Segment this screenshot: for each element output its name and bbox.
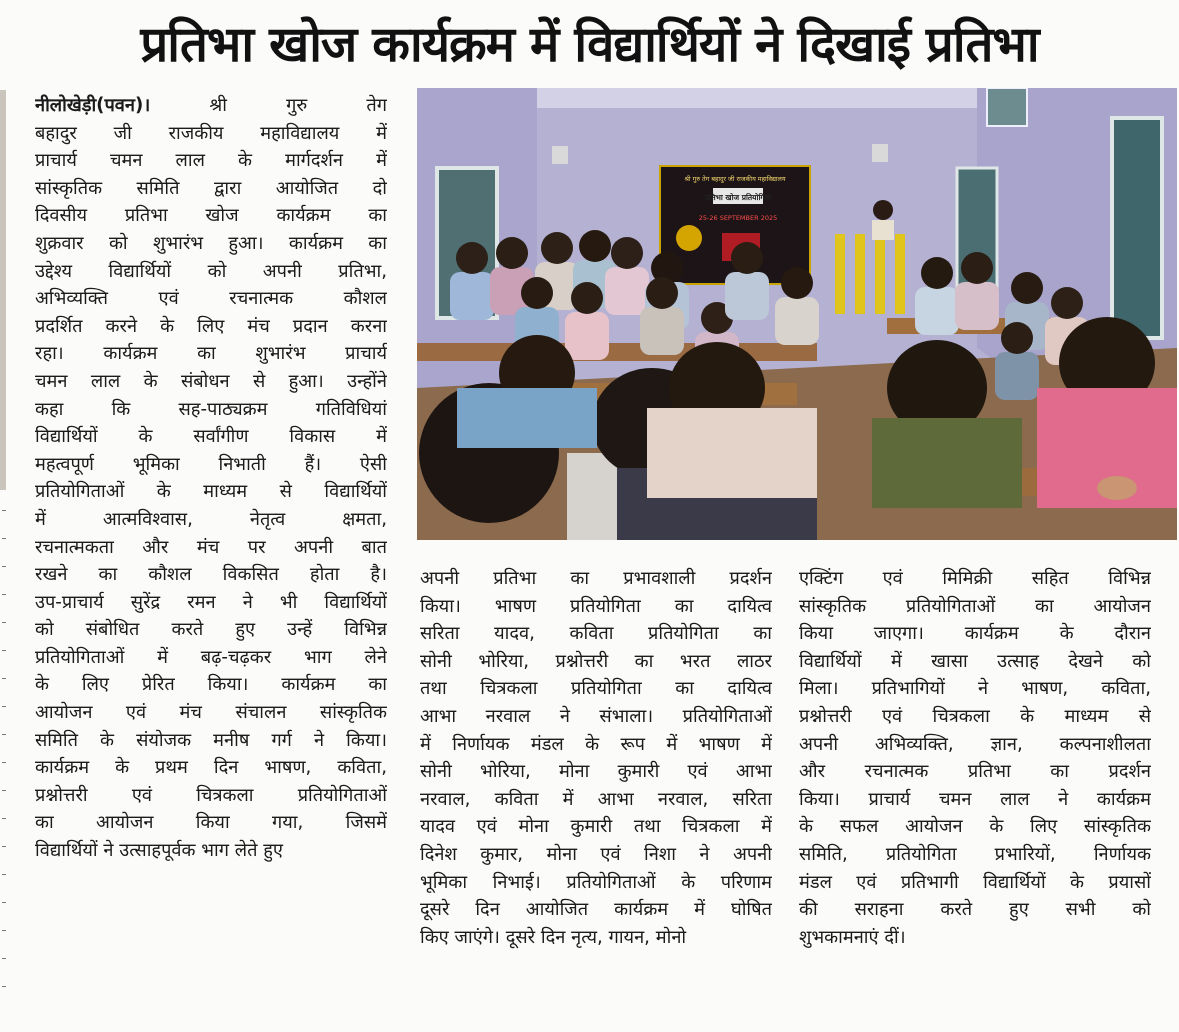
student-head [781,267,813,299]
article-line: को संबोधित करते हुए उन्हें विभिन्न [35,619,387,641]
rule-tick [2,622,6,623]
article-line: एक्टिंग एवं मिमिक्री सहित विभिन्न [799,568,1151,589]
student-head [961,252,993,284]
rule-tick [2,678,6,679]
article-line: और रचनात्मक प्रतिभा का प्रदर्शन [799,761,1151,783]
article-line: रहा। कार्यक्रम का शुभारंभ प्राचार्य [35,343,387,365]
article-line: उद्देश्य विद्यार्थियों को अपनी प्रतिभा, [35,260,387,282]
article-line: सरिता यादव, कविता प्रतियोगिता का [420,623,772,645]
article-line: किया। प्राचार्य चमन लाल ने कार्यक्रम [799,788,1151,810]
student-head [646,277,678,309]
article-line: शुक्रवार को शुभारंभ हुआ। कार्यक्रम का [35,232,387,254]
student-body [640,307,684,355]
article-line: किया। भाषण प्रतियोगिता का दायित्व [420,595,772,617]
student-body [725,272,769,320]
article-line: दिनेश कुमार, मोना एवं निशा ने अपनी [420,843,772,865]
article-line: का आयोजन किया गया, जिसमें [35,812,387,834]
article-line: समिति, प्रतियोगिता प्रभारियों, निर्णायक [799,843,1151,865]
article-line: रखने का कौशल विकसित होता है। [35,564,387,586]
article-line: शुभकामनाएं दीं। [799,926,906,948]
article-line: किया जाएगा। कार्यक्रम के दौरान [799,623,1151,645]
student-head [541,232,573,264]
student-body [995,352,1039,400]
article-line: प्रश्नोत्तरी एवं चित्रकला के माध्यम से [799,705,1151,727]
article-line: किए जाएंगे। दूसरे दिन नृत्य, गायन, मोनो [420,926,687,948]
article-column-2 [420,565,772,951]
article-line: के लिए प्रेरित किया। कार्यक्रम का [35,674,387,696]
article-first-line [35,92,387,120]
article-line: प्रदर्शित करने के लिए मंच प्रदान करना [35,315,387,337]
article-line: प्रतियोगिताओं में बढ़-चढ़कर भाग लेने [35,646,387,668]
student-body [605,267,649,315]
article-column-1 [35,92,387,865]
article-line: विद्यार्थियों में खासा उत्साह देखने को [799,650,1151,672]
student-body [450,272,494,320]
headline: प्रतिभा खोज कार्यक्रम में विद्यार्थियों ने दिखाई प्रतिभा [140,16,1039,73]
first-line-text: श्री गुरु तेग [209,95,387,116]
student-head [731,242,763,274]
rule-tick [2,986,6,987]
student-head [921,257,953,289]
article-line: सोनी भोरिया, मोना कुमारी एवं आभा [420,761,772,783]
rule-tick [2,510,6,511]
rule-tick [2,566,6,567]
article-line: सोनी भोरिया, प्रश्नोत्तरी का भरत लाठर [420,650,772,672]
banner-text-1: श्री गुरु तेग बहादुर जी राजकीय महाविद्यालय [684,175,786,183]
banner-text-3: 25-26 SEPTEMBER 2025 [698,214,778,222]
rule-tick [2,650,6,651]
student-body [955,282,999,330]
student-head [496,237,528,269]
article-line: बहादुर जी राजकीय महाविद्यालय में [35,122,387,144]
rule-tick [2,706,6,707]
article-line: अभिव्यक्ति एवं रचनात्मक कौशल [35,288,387,310]
dateline: नीलोखेड़ी(पवन)। [35,95,151,116]
article-line: उप-प्राचार्य सुरेंद्र रमन ने भी विद्यार्थियों [35,591,387,613]
article-line: नरवाल, कविता में आभा नरवाल, सरिता [420,788,772,810]
article-line: के सफल आयोजन के लिए सांस्कृतिक [799,816,1151,838]
article-line: आयोजन एवं मंच संचालन सांस्कृतिक [35,702,387,724]
event-photo [417,88,1177,540]
article-line: कहा कि सह-पाठ्यक्रम गतिविधियां [35,398,387,420]
article-line: समिति के संयोजक मनीष गर्ग ने किया। [35,729,387,751]
article-line: प्राचार्य चमन लाल के मार्गदर्शन में [35,150,387,172]
student-body [915,287,959,335]
article-line: प्रतियोगिताओं के माध्यम से विद्यार्थियों [35,481,387,503]
rule-tick [2,594,6,595]
article-line: विद्यार्थियों के सर्वांगीण विकास में [35,426,387,448]
rule-tick [2,874,6,875]
article-line: आभा नरवाल ने संभाला। प्रतियोगिताओं [420,705,772,727]
student-head [456,242,488,274]
article-line: दूसरे दिन आयोजित कार्यक्रम में घोषित [420,899,772,921]
article-line: कार्यक्रम के प्रथम दिन भाषण, कविता, [35,757,387,779]
student-head [521,277,553,309]
rule-tick [2,818,6,819]
student-head [1001,322,1033,354]
student-head [579,230,611,262]
student-body [565,312,609,360]
student-body [775,297,819,345]
article-line: अपनी प्रतिभा का प्रभावशाली प्रदर्शन [420,568,772,589]
rule-tick [2,846,6,847]
article-line: महत्वपूर्ण भूमिका निभाती हैं। ऐसी [35,453,387,475]
student-head [1011,272,1043,304]
article-line: दिवसीय प्रतिभा खोज कार्यक्रम का [35,205,387,227]
article-line: रचनात्मकता और मंच पर अपनी बात [35,536,387,558]
rule-tick [2,538,6,539]
article-line: भूमिका निभाई। प्रतियोगिताओं के परिणाम [420,871,772,893]
rule-tick [2,790,6,791]
banner-text-2: प्रतिभा खोज प्रतियोगिता [705,193,771,202]
rule-tick [2,958,6,959]
article-line: मंडल एवं प्रतिभागी विद्यार्थियों के प्रयासों [799,871,1151,893]
article-line: मिला। प्रतिभागियों ने भाषण, कविता, [799,678,1151,700]
article-line: प्रश्नोत्तरी एवं चित्रकला प्रतियोगिताओं [35,784,387,806]
article-line: में आत्मविश्वास, नेतृत्व क्षमता, [35,508,387,530]
rule-tick [2,762,6,763]
article-line: यादव एवं मोना कुमारी तथा चित्रकला में [420,816,772,838]
adjacent-article-edge [0,90,6,490]
article-line: में निर्णायक मंडल के रूप में भाषण में [420,733,772,755]
article-line: विद्यार्थियों ने उत्साहपूर्वक भाग लेते हुए [35,840,283,862]
student-head [1051,287,1083,319]
column-rule-ticks [2,510,6,1020]
article-line: सांस्कृतिक प्रतियोगिताओं का आयोजन [799,595,1151,617]
article-line: चमन लाल के संबोधन से हुआ। उन्होंने [35,370,387,392]
rule-tick [2,930,6,931]
article-line: तथा चित्रकला प्रतियोगिता का दायित्व [420,678,772,700]
article-column-3 [799,565,1151,951]
article-line: की सराहना करते हुए सभी को [799,899,1151,921]
student-head [611,237,643,269]
rule-tick [2,734,6,735]
article-line: सांस्कृतिक समिति द्वारा आयोजित दो [35,177,387,199]
student-head [571,282,603,314]
rule-tick [2,902,6,903]
article-line: अपनी अभिव्यक्ति, ज्ञान, कल्पनाशीलता [799,733,1151,755]
